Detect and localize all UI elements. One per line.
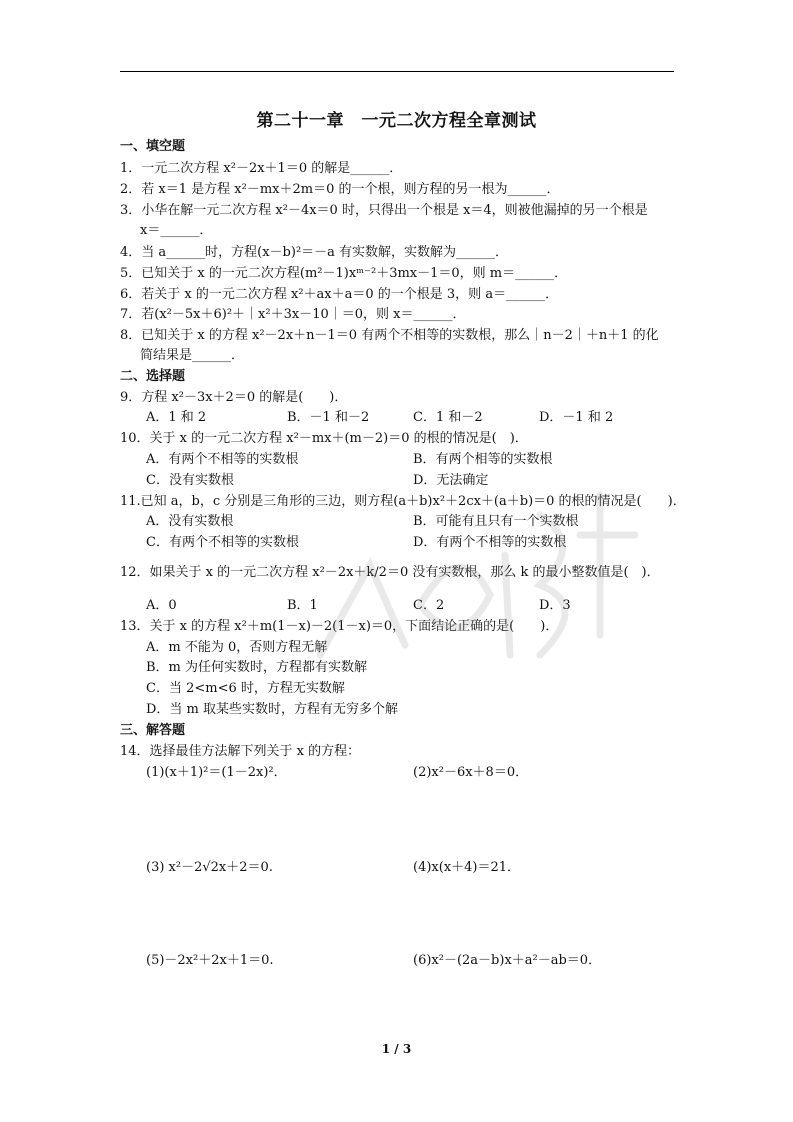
q9-option-b: B．－1 和－2 — [287, 410, 370, 425]
question-10: 10．关于 x 的一元二次方程 x²－mx＋(m－2)＝0 的根的情况是( )． — [120, 431, 528, 446]
q14-part-6: (6)x²－(2a－b)x＋a²－ab＝0． — [413, 953, 602, 968]
q14-part-5: (5)－2x²＋2x＋1＝0. — [146, 953, 274, 968]
page-number: 1 / 3 — [381, 1042, 412, 1056]
q11-option-b: B．可能有且只有一个实数根 — [413, 514, 579, 529]
q13-option-b: B．m 为任何实数时，方程都有实数解 — [146, 660, 368, 675]
q9-option-c: C．1 和－2 — [413, 410, 483, 425]
question-3: 3．小华在解一元二次方程 x²－4x＝0 时，只得出一个根是 x＝4，则被他漏掉的另一个根是 — [120, 203, 648, 218]
q11-option-a: A．没有实数根 — [146, 514, 234, 529]
q13-option-d: D．当 m 取某些实数时，方程有无穷多个解 — [146, 702, 399, 717]
q12-option-a: A．0 — [146, 598, 177, 613]
section-heading-choice: 二、选择题 — [120, 369, 186, 384]
question-7: 7．若(x²－5x＋6)²＋｜x²＋3x－10｜＝0，则 x＝______． — [120, 307, 466, 322]
question-2: 2．若 x＝1 是方程 x²－mx＋2m＝0 的一个根，则方程的另一根为______． — [120, 182, 560, 197]
question-11: 11.已知 a，b，c 分别是三角形的三边，则方程(a＋b)x²＋2cx＋(a＋b)＝0 的根的情况是( )． — [120, 494, 686, 509]
question-4: 4．当 a______时，方程(x－b)²＝－a 有实数解，实数解为______． — [120, 245, 509, 260]
question-1: 1．一元二次方程 x²－2x＋1＝0 的解是______． — [120, 161, 403, 176]
question-8: 8．已知关于 x 的方程 x²－2x＋n－1＝0 有两个不相等的实数根，那么｜n－2｜＋n＋1 的化 — [120, 328, 659, 343]
question-14: 14．选择最佳方法解下列关于 x 的方程： — [120, 744, 361, 759]
q9-option-a: A．1 和 2 — [146, 410, 207, 425]
q10-option-a: A．有两个不相等的实数根 — [146, 452, 299, 467]
q10-option-d: D．无法确定 — [413, 473, 489, 488]
page-title: 第二十一章 一元二次方程全章测试 — [256, 111, 537, 131]
q10-option-c: C．没有实数根 — [146, 473, 234, 488]
q13-option-c: C．当 2<m<6 时，方程无实数解 — [146, 681, 345, 696]
q14-part-2: (2)x²－6x＋8＝0． — [413, 765, 529, 780]
question-5: 5．已知关于 x 的一元二次方程(m²－1)xᵐ⁻²＋3mx－1＝0，则 m＝______． — [120, 266, 568, 281]
q10-option-b: B．有两个相等的实数根 — [413, 452, 553, 467]
q9-option-d: D．－1 和 2 — [539, 410, 614, 425]
question-6: 6．若关于 x 的一元二次方程 x²＋ax＋a＝0 的一个根是 3，则 a＝______． — [120, 287, 559, 302]
q12-option-b: B．1 — [287, 598, 318, 613]
q12-option-c: C．2 — [413, 598, 445, 613]
q12-option-d: D．3 — [539, 598, 571, 613]
header-rule — [120, 71, 674, 72]
q13-option-a: A．m 不能为 0，否则方程无解 — [146, 640, 328, 655]
question-8-continued: 简结果是______． — [140, 348, 245, 363]
q11-option-c: C．有两个不相等的实数根 — [146, 535, 299, 550]
question-9: 9．方程 x²－3x＋2＝0 的解是( )． — [120, 390, 348, 405]
q11-option-d: D．有两个不相等的实数根 — [413, 535, 567, 550]
question-13: 13．关于 x 的方程 x²＋m(1－x)－2(1－x)＝0，下面结论正确的是( )． — [120, 619, 559, 634]
section-heading-fill: 一、填空题 — [120, 139, 186, 154]
q14-part-3: (3) x²－2√2x＋2＝0. — [146, 860, 273, 875]
q14-part-4: (4)x(x＋4)＝21． — [413, 860, 521, 875]
question-12: 12．如果关于 x 的一元二次方程 x²－2x＋k/2＝0 没有实数根，那么 k 的最小整数值是( )． — [120, 565, 660, 580]
question-3-continued: x＝______． — [140, 223, 213, 238]
q14-part-1: (1)(x＋1)²＝(1－2x)²． — [146, 765, 287, 780]
section-heading-solve: 三、解答题 — [120, 723, 186, 738]
